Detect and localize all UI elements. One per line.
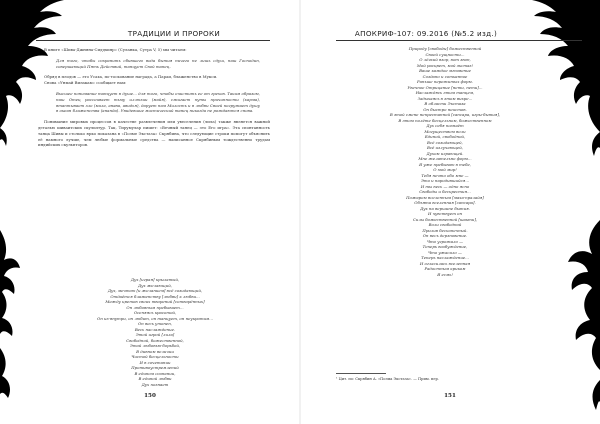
poem-line: Увечное Отрицание [нети, нети]... — [407, 84, 483, 90]
page-number: 151 — [444, 393, 456, 399]
poem-line: Дух познает — [141, 381, 169, 387]
poem-line: В дивном величии — [136, 348, 174, 354]
poem-line: Дух, мечтою [и желанием] всё созидающий, — [107, 288, 203, 293]
poem-line: Этой любовью-борьбой, — [129, 343, 181, 348]
poem-line: О лёгкий взор, вот звон, — [419, 57, 471, 62]
paragraph: Снова «Унмай Вилакам» сообщает нам: — [44, 80, 127, 86]
poem-line: Могуществом воли — [424, 128, 466, 134]
poem-line: Чистой бесцельности — [131, 354, 179, 359]
poem-line: Своей сущности... — [425, 51, 465, 57]
paragraph: В книге «Шива-Джняна-Сиддхияр» (Суланка, Сутра V, 5) мы читаем: — [44, 47, 187, 52]
poem-line: Теперь наслаждение... — [421, 255, 469, 260]
poem-line: Свободной, божественной, — [126, 337, 184, 343]
tribal-ornament-icon — [0, 230, 22, 424]
poem-line: Он из-внутри, он любит, он танцует, он неукротим... — [97, 315, 213, 321]
poem-line: Между цветов своих творений [сотворённых] — [105, 299, 205, 304]
poem-line: Осеняясь красотой, — [133, 310, 177, 315]
running-header: ТРАДИЦИИ И ПРОРОКИ — [127, 29, 221, 38]
poem-line: Это и народившийся... — [420, 178, 470, 183]
poem-line: Теперь возбуждение, — [422, 244, 468, 249]
poem-line: Духом играющей. — [426, 150, 464, 156]
footnote: ¹ Цит. по: Скрябин А. «Поэма Экстаза». — Прим. пер. — [336, 377, 439, 381]
poem-stanza — [360, 46, 530, 277]
poem-line: Раньше пережитых форм. — [416, 79, 473, 84]
poem-line: В этой смене непрестанной [сансара, игры-бытия], — [389, 112, 501, 117]
poem-line: Этой игрой [лила] — [135, 332, 175, 337]
poem-line: И чувствует он — [427, 211, 463, 216]
page-number: 150 — [144, 393, 156, 399]
poem-line: Мой расцвет, мой экстаз! — [416, 62, 474, 68]
poem-line: Весь наслаждение. — [134, 326, 176, 332]
poem-line: В едином сознании, — [134, 370, 176, 376]
tribal-ornament-icon — [560, 220, 600, 424]
poem-line: Прилив бесконечный. — [422, 227, 468, 233]
poem-line: Мне желательно форм... — [418, 156, 472, 161]
poem-line: Тебя нечто обо мне — — [421, 172, 469, 178]
poem-line: В области Экстаза — [424, 101, 466, 106]
poem-line: Единой, свободной, — [424, 134, 466, 139]
poem-line: И огласилась вселенная — [419, 260, 471, 266]
poem-line: Я уже пребываю в тебе, — [418, 161, 472, 167]
poem-line: Он весь дерзновение. — [422, 233, 468, 238]
poem-line: Задыхаясь в этом вихре... — [417, 95, 473, 101]
header-rule — [336, 40, 582, 41]
poem-line: Дух [играя] крылатый, — [130, 277, 180, 282]
poem-line: Дух желающий, — [138, 282, 172, 288]
tribal-ornament-icon — [532, 0, 600, 170]
footnote-rule — [336, 373, 386, 374]
paragraph: Обряд в плодов — это Усаха, по-тоскование награда, а Параи, блаженство в Мукси. — [44, 74, 218, 80]
block-quote: Высшее понимание танцует в душе... для того, чтобы очистить ее от грехов. Таким образом, наш Отец рассеивает тьму иллюзии (майя), сжигает путы причинности (карма), втаптывает зло (мала, анава, авидья), дарует нам Милость и в любви Своей погружает душу в океан блаженства (ананда). Увидевшие мистический танец никогда не рождаются снова. — [56, 90, 260, 114]
poem-line: Наслаждясь этим танцем, — [415, 90, 475, 95]
header-rule — [36, 40, 270, 41]
poem-line: Что угрожало — — [426, 238, 464, 244]
poem-line: Природу [свободы] божественной — [408, 46, 482, 51]
poem-line: И в сочетании — [139, 359, 171, 365]
poem-line: Дух на вершине бытия. — [420, 205, 470, 211]
poem-line: В единой любви — [138, 376, 172, 381]
running-header: АПОКРИФ-107: 09.2016 (№5.2 изд.) — [354, 29, 498, 38]
poem-line: Свободы и бескрестия... — [419, 189, 471, 194]
poem-line: Отдаётся блаженству [любви] к любви... — [110, 293, 200, 299]
poem-line: Ваше каждое мгновение — [419, 68, 471, 73]
poem-line: Силы божественной [шакти], — [412, 216, 478, 222]
poem-line: Объята вселенная [сансара]. — [414, 200, 476, 205]
paragraph: Понимание мировых процессов в качестве развлечения или увеселения (лила) также является важной деталью шиваитских скульптур. Так, Тирумулар пишет: «Вечный танец — это Его игра». Эта спонтанность танца Шивы и столько ярко показана в «Поэме Экстаза» Скрябина, что следующие строки помогут объяснить её намного лучше, чем любые формальные средства — написанное Скрябиным тождественно трудам индийских скульпторов. — [38, 119, 270, 148]
poem-line: Радостным криком — [424, 266, 466, 271]
poem-line: Он весь утонен, — [137, 321, 173, 326]
poem-line: Пожаром вселенным [маха-пралайя] — [406, 194, 484, 200]
poem-line: Всё излучающей, — [426, 145, 464, 150]
poem-line: Создано и сотканное — [422, 73, 468, 79]
poem-line: О мой мир! — [433, 167, 457, 172]
poem-line: Всё созидающей, — [427, 139, 463, 145]
poem-stanza — [80, 277, 230, 387]
poem-line: В этом полёте бесцельном, божественном — [398, 117, 492, 123]
poem-line: Он быстро неистов. — [423, 106, 467, 112]
poem-line: Он любовным пребывает... — [126, 304, 184, 310]
poem-line: Противоустремлений — [131, 365, 179, 370]
poem-line: Воли свободной — [428, 222, 462, 227]
poem-line: Я есмь! — [437, 271, 453, 277]
block-quote: Для того, чтобы сохранить сбившего вода бытия ничего не лишь сдуш, наш Господин, совершающий Пять Действий, танцует Свой танец. — [56, 57, 260, 69]
right-page — [300, 0, 600, 424]
left-prose — [38, 47, 270, 148]
poem-line: Что ужасало — — [428, 249, 462, 255]
poem-line: И ты весь — одно ясно — [420, 183, 470, 189]
poem-line: Дух себя познаёт — [426, 123, 464, 128]
